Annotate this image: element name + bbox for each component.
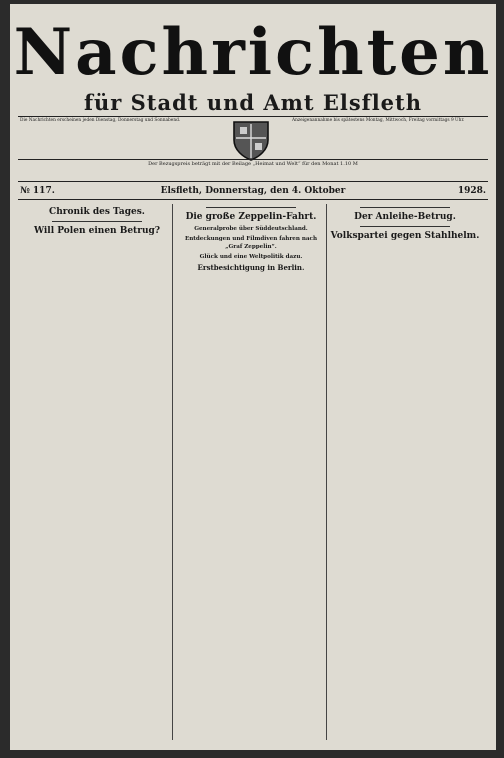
- article-heading: Die große Zeppelin-Fahrt.: [185, 212, 317, 222]
- article-heading: Will Polen einen Betrug?: [33, 226, 161, 236]
- column-separator: [172, 204, 173, 740]
- dateline-rule: [18, 199, 488, 200]
- column-left: [22, 204, 172, 744]
- publication-info-right: Anzeigenannahme bis spätestens Montag, Mittwoch, Freitag vormittags 9 Uhr.: [292, 118, 465, 123]
- place-date: Elsfleth, Donnerstag, den 4. Oktober: [160, 186, 346, 196]
- divider: [360, 226, 450, 227]
- article-heading: Der Anleihe-Betrug.: [354, 212, 456, 222]
- header-rule-lower: [18, 181, 488, 182]
- issue-year: 1928.: [457, 186, 486, 196]
- article-subheading: Glück und eine Weltpolitik dazu.: [199, 254, 303, 260]
- divider: [52, 221, 142, 222]
- divider: [360, 207, 450, 208]
- article-subheading: Erstbesichtigung in Berlin.: [197, 263, 305, 272]
- issue-number: № 117.: [20, 186, 55, 196]
- column-right: [330, 204, 480, 744]
- article-subheading: Entdeckungen und Filmdiven fahren nach „Graf Zeppelin“.: [184, 236, 318, 250]
- header-rule-mid: [18, 159, 488, 160]
- dateline: [18, 184, 488, 198]
- masthead-title: Nachrichten: [13, 15, 493, 90]
- newspaper-page: [10, 4, 496, 750]
- subscription-notice: Der Bezugspreis beträgt mit der Beilage „Heimat und Welt“ für den Monat 1.10 M: [148, 161, 358, 167]
- city-crest-icon: [228, 116, 274, 162]
- article-heading: Chronik des Tages.: [49, 207, 145, 217]
- article-subheading: Generalprobe über Süddeutschland.: [194, 226, 308, 232]
- article-heading: Volkspartei gegen Stahlhelm.: [330, 231, 480, 241]
- masthead-subtitle: für Stadt und Amt Elsfleth: [83, 90, 423, 115]
- divider: [206, 207, 296, 208]
- publication-info-left: Die Nachrichten erscheinen jeden Dienstag, Donnerstag und Sonnabend.: [20, 118, 181, 123]
- column-separator: [326, 204, 327, 740]
- column-middle: [176, 204, 326, 744]
